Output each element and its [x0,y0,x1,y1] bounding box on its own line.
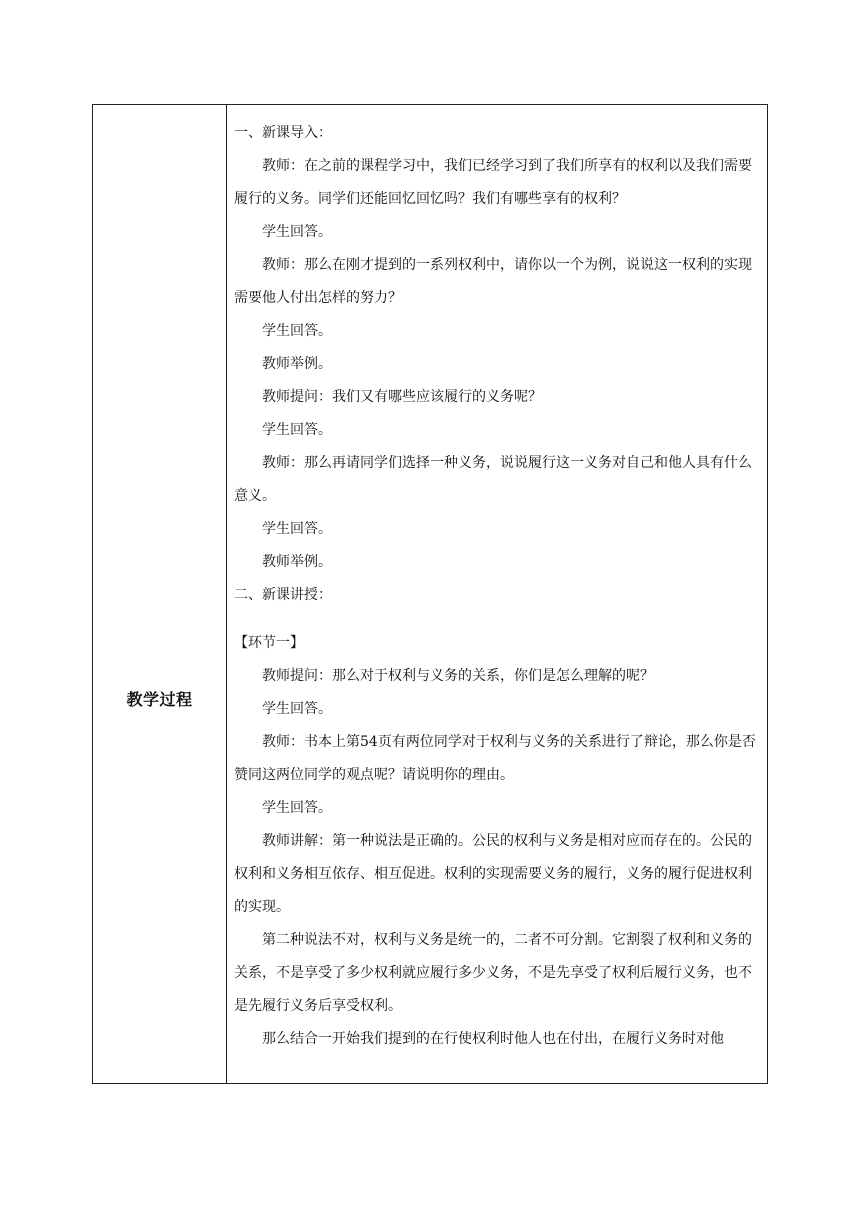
section-heading-lecture: 二、新课讲授： [234,587,332,603]
paragraph: 教师举例。 [262,554,332,570]
paragraph: 教师：那么在刚才提到的一系列权利中，请你以一个为例，说说这一权利的实现需要他人付出怎样的努力？ [234,257,752,306]
subsection-label: 【环节一】 [234,635,304,651]
section-lecture-body [234,660,759,1056]
paragraph: 教师讲解：第一种说法是正确的。公民的权利与义务是相对应而存在的。公民的权利和义务相互依存、相互促进。权利的实现需要义务的履行，义务的履行促进权利的实现。 [234,833,752,915]
paragraph: 学生回答。 [262,323,332,339]
section-heading-intro: 一、新课导入： [234,125,332,141]
lesson-plan-table [92,104,768,1084]
paragraph: 学生回答。 [262,701,332,717]
section-intro-body [234,150,759,579]
paragraph: 第二种说法不对，权利与义务是统一的，二者不可分割。它割裂了权利和义务的关系，不是享受了多少权利就应履行多少义务，不是先享受了权利后履行义务，也不是先履行义务后享受权利。 [234,932,752,1014]
paragraph: 教师：那么再请同学们选择一种义务，说说履行这一义务对自己和他人具有什么意义。 [234,455,752,504]
spacer [234,612,759,627]
paragraph: 教师：在之前的课程学习中，我们已经学习到了我们所享有的权利以及我们需要履行的义务。同学们还能回忆回忆吗？我们有哪些享有的权利？ [234,158,752,207]
paragraph: 学生回答。 [262,224,332,240]
paragraph: 教师提问：我们又有哪些应该履行的义务呢？ [262,389,542,405]
paragraph: 学生回答。 [262,800,332,816]
paragraph: 那么结合一开始我们提到的在行使权利时他人也在付出，在履行义务时对他 [262,1031,724,1047]
row-label: 教学过程 [126,690,193,709]
content-cell [227,105,767,1083]
paragraph: 教师举例。 [262,356,332,372]
paragraph: 教师提问：那么对于权利与义务的关系，你们是怎么理解的呢？ [262,668,654,684]
paragraph: 教师：书本上第54页有两位同学对于权利与义务的关系进行了辩论，那么你是否赞同这两位同学的观点呢？请说明你的理由。 [234,734,756,783]
row-label-cell [93,105,227,1083]
paragraph: 学生回答。 [262,422,332,438]
paragraph: 学生回答。 [262,521,332,537]
